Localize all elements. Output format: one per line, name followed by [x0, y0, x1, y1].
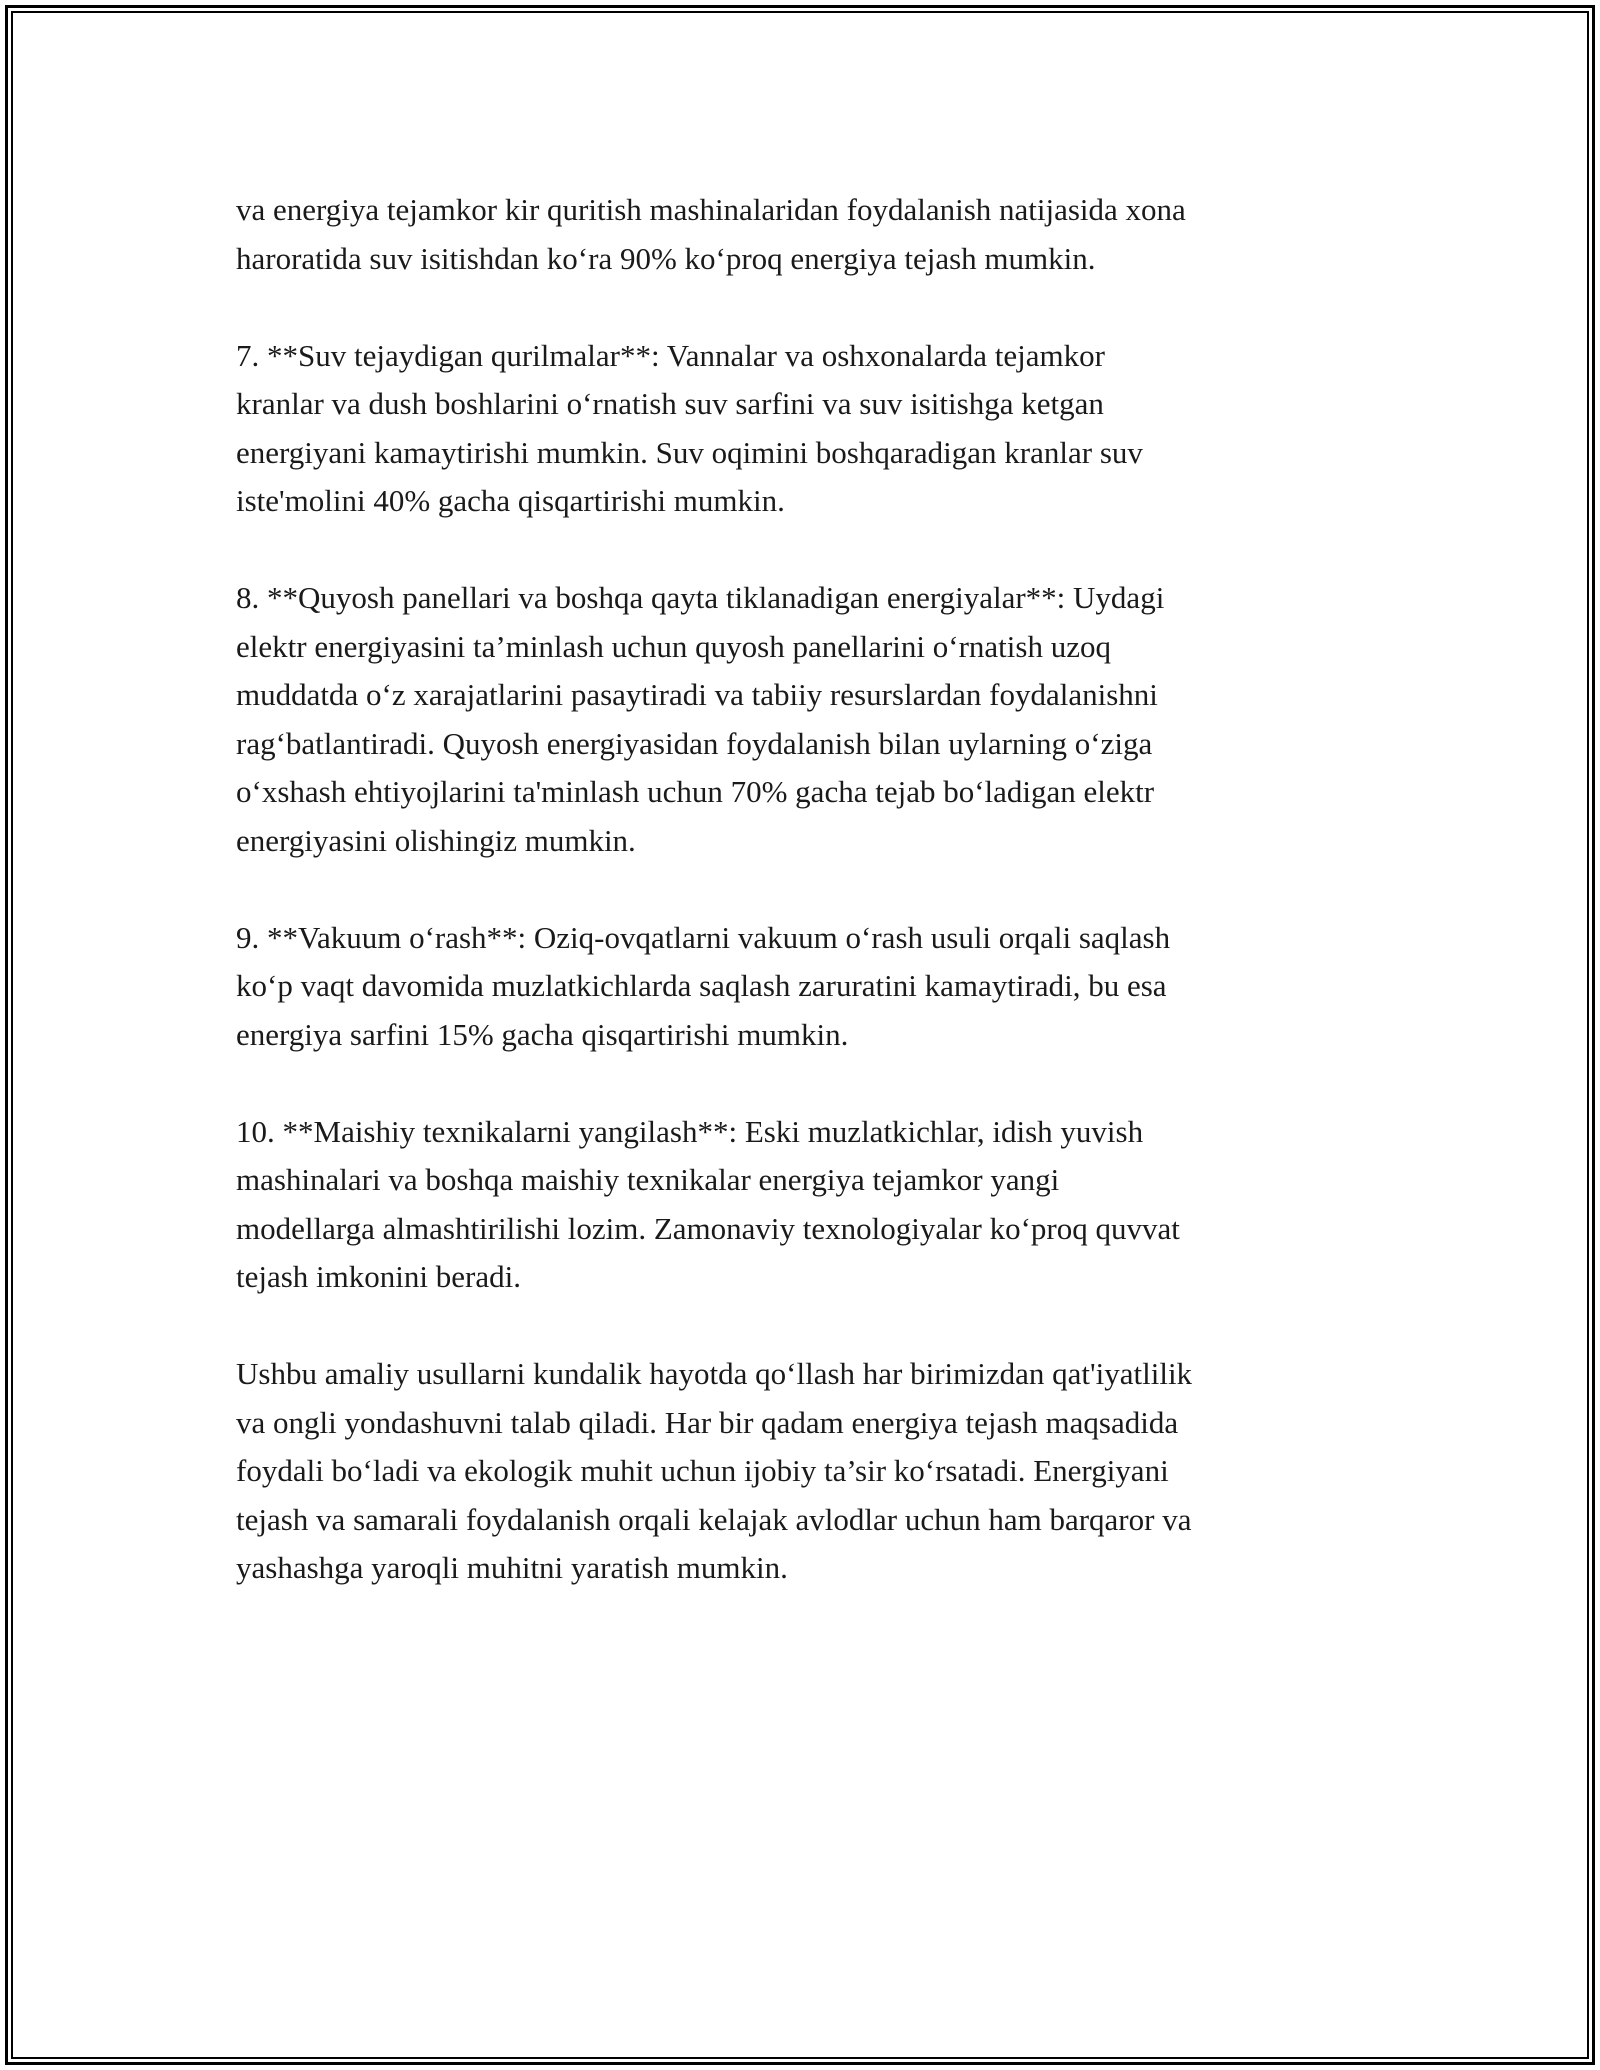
- paragraph-item-9-vacuum-packing: 9. **Vakuum o‘rash**: Oziq-ovqatlarni vakuum o‘rash usuli orqali saqlash ko‘p vaqt davomida muzlatkichlarda saqlash zaruratini kamaytiradi, bu esa energiya sarfini 15% gacha qisqartirishi mumkin.: [236, 919, 1171, 1052]
- paragraph-item-7-water-saving-devices: 7. **Suv tejaydigan qurilmalar**: Vannalar va oshxonalarda tejamkor kranlar va dush boshlarini o‘rnatish suv sarfini va suv isitishga ketgan energiyani kamaytirishi mumkin. Suv oqimini boshqaradigan kranlar suv iste'molini 40% gacha qisqartirishi mumkin.: [236, 337, 1143, 518]
- paragraph-item-8-solar-panels: 8. **Quyosh panellari va boshqa qayta tiklanadigan energiyalar**: Uydagi elektr energiyasini ta’minlash uchun quyosh panellarini o‘rnatish uzoq muddatda o‘z xarajatlarini pasaytiradi va tabiiy resurslardan foydalanishni rag‘batlantiradi. Quyosh energiyasidan foydalanish bilan uylarning o‘ziga o‘xshash ehtiyojlarini ta'minlash uchun 70% gacha tejab bo‘ladigan elektr energiyasini olishingiz mumkin.: [236, 580, 1165, 858]
- paragraph-intro-continuation: va energiya tejamkor kir quritish mashinalaridan foydalanish natijasida xona haroratida suv isitishdan ko‘ra 90% ko‘proq energiya tejash mumkin.: [236, 192, 1186, 276]
- paragraph-item-10-appliance-upgrade: 10. **Maishiy texnikalarni yangilash**: Eski muzlatkichlar, idish yuvish mashinalari va boshqa maishiy texnikalar energiya tejamkor yangi modellarga almashtirilishi lozim. Zamonaviy texnologiyalar ko‘proq quvvat tejash imkonini beradi.: [236, 1113, 1180, 1294]
- paragraph-conclusion: Ushbu amaliy usullarni kundalik hayotda qo‘llash har birimizdan qat'iyatlilik va ongli yondashuvni talab qiladi. Har bir qadam energiya tejash maqsadida foydali bo‘ladi va ekologik muhit uchun ijobiy ta’sir ko‘rsatadi. Energiyani tejash va samarali foydalanish orqali kelajak avlodlar uchun ham barqaror va yashashga yaroqli muhitni yaratish mumkin.: [236, 1356, 1193, 1585]
- document-body: [236, 186, 1376, 1593]
